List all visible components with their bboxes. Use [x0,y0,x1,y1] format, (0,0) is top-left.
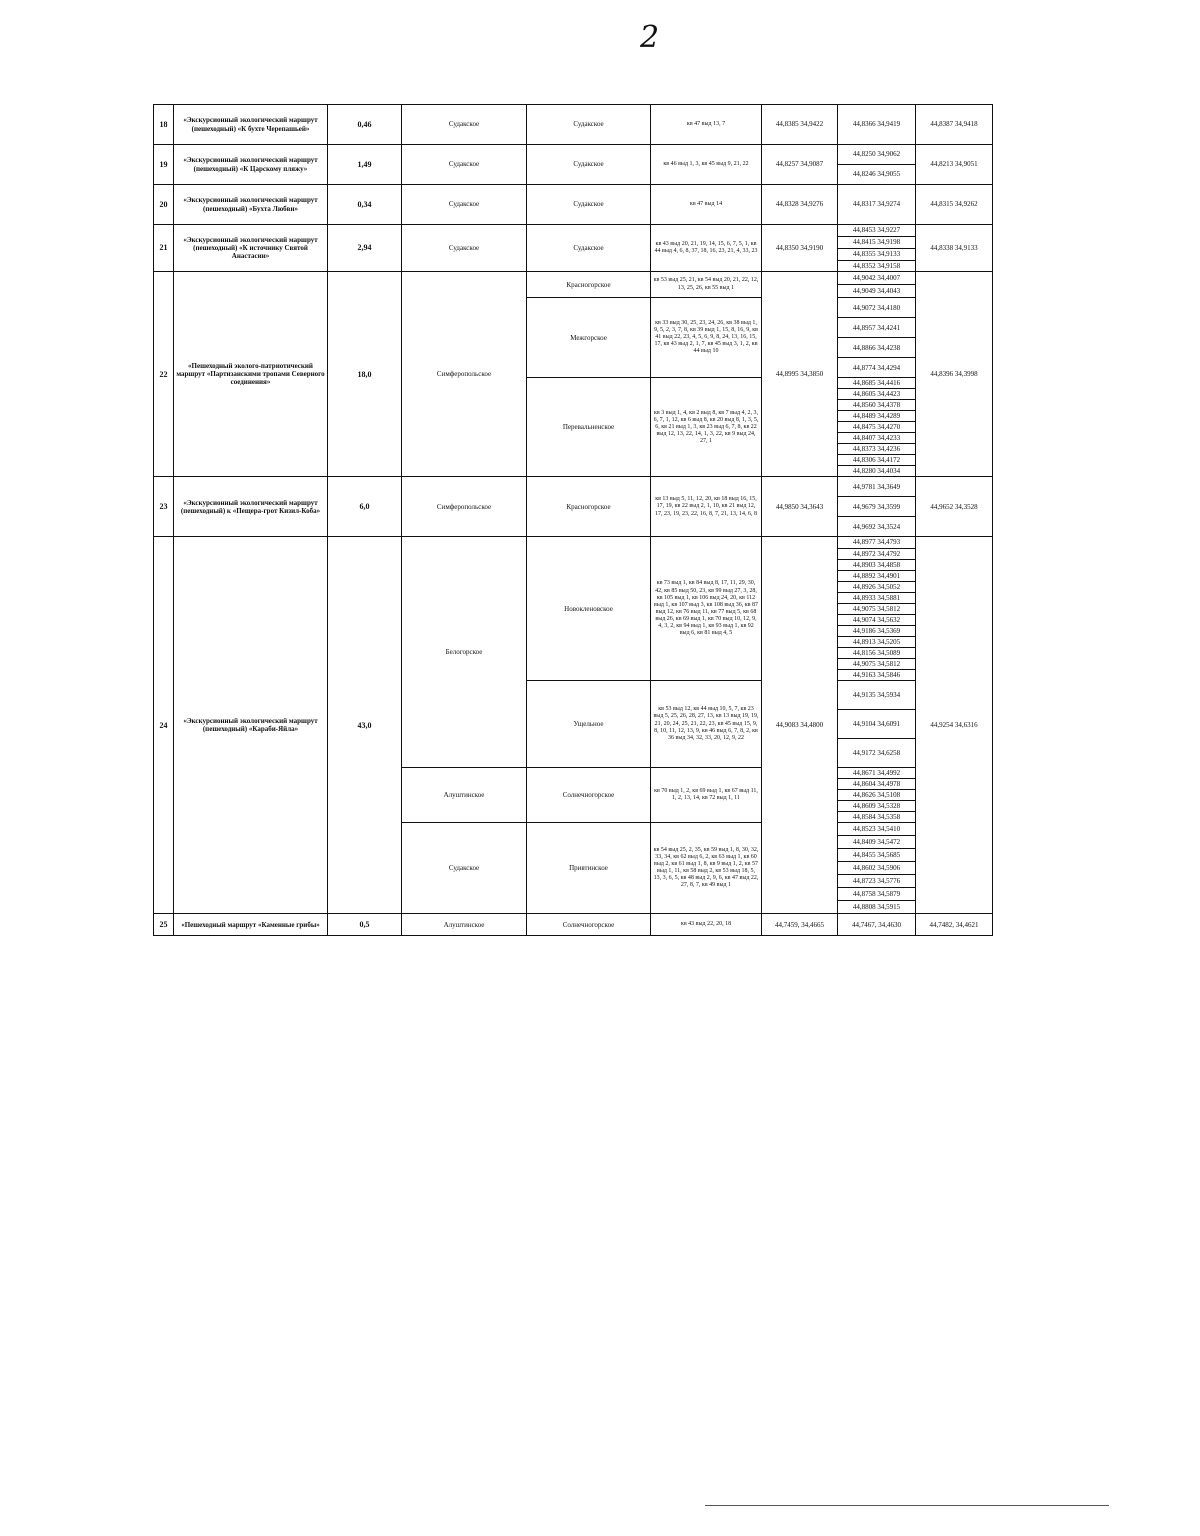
forestry: Красногорское [527,272,651,298]
waypoint-coord: 44,8609 34,5328 [838,801,916,812]
start-coord: 44,8995 34,3850 [762,272,838,477]
waypoint-coord: 44,8156 34,5089 [838,647,916,658]
waypoint-coord: 44,9172 34,6258 [838,739,916,768]
waypoint-coord: 44,8604 34,4978 [838,779,916,790]
forestry: Судакское [527,145,651,185]
table-row [154,185,993,225]
waypoint-coord: 44,8685 34,4416 [838,378,916,389]
route-length: 1,49 [328,145,402,185]
municipality: Судакское [402,105,527,145]
table-row [154,225,993,237]
footer-divider [705,1505,1109,1506]
waypoint-coord: 44,8977 34,4793 [838,537,916,548]
routes-table [153,104,993,936]
route-name: «Экскурсионный экологический маршрут (пешеходный) «К источнику Святой Анастасии» [174,225,328,272]
waypoint-coord: 44,8866 34,4238 [838,338,916,358]
waypoint-coord: 44,7467, 34,4630 [838,914,916,936]
cadastre-units: кв 13 выд 5, 11, 12, 20, кв 18 выд 16, 15, 17, 19, кв 22 выд 2, 1, 10, кв 21 выд 12, 17, 23, 19, 23, 22, 16, 8, 7, 21, 13, 14, 6, 8 [651,477,762,537]
waypoint-coord: 44,8489 34,4289 [838,411,916,422]
cadastre-units: кв 47 выд 14 [651,185,762,225]
waypoint-coord: 44,9074 34,5632 [838,614,916,625]
route-length: 0,46 [328,105,402,145]
waypoint-coord: 44,8605 34,4423 [838,389,916,400]
cadastre-units: кв 73 выд 1, кв 84 выд 8, 17, 11, 29, 30, 42, кв 85 выд 50, 23, кв 99 выд 27, 3, 28, кв 105 выд 1, кв 106 выд 24, 20, кв 112 выд 1, кв 107 выд 3, кв 108 выд 36, кв 87 выд 12, кв 76 выд 11, кв 77 выд 5, кв 68 выд 26, кв 69 выд 1, кв 70 выд 10, 12, 9, 4, 3, 2, кв 94 выд 1, кв 93 выд 1, кв 92 выд 6, кв 81 выд 4, 5 [651,537,762,681]
municipality: Судакское [402,185,527,225]
cadastre-units: кв 53 выд 25, 21, кв 54 выд 20, 21, 22, 12, 13, 25, 26, кв 55 выд 1 [651,272,762,298]
cadastre-units: кв 70 выд 1, 2, кв 69 выд 1, кв 67 выд 11, 1, 2, 13, 14, кв 72 выд 1, 11 [651,768,762,823]
table-row [154,105,993,145]
waypoint-coord: 44,8453 34,9227 [838,225,916,237]
waypoint-coord: 44,9186 34,5369 [838,625,916,636]
route-name: «Пешеходный эколого-патриотический маршрут «Партизанскими тропами Северного соединения» [174,272,328,477]
route-name: «Пешеходный маршрут «Каменные грибы» [174,914,328,936]
waypoint-coord: 44,8317 34,9274 [838,185,916,225]
waypoint-coord: 44,9075 34,5812 [838,603,916,614]
waypoint-coord: 44,8808 34,5915 [838,901,916,914]
waypoint-coord: 44,8774 34,4294 [838,358,916,378]
waypoint-coord: 44,9042 34,4007 [838,272,916,285]
cadastre-units: кв 43 выд 22, 20, 18 [651,914,762,936]
route-length: 6,0 [328,477,402,537]
waypoint-coord: 44,8671 34,4992 [838,768,916,779]
waypoint-coord: 44,8892 34,4901 [838,570,916,581]
municipality: Симферопольское [402,477,527,537]
start-coord: 44,9083 34,4800 [762,537,838,914]
waypoint-coord: 44,9781 34,3649 [838,477,916,497]
start-coord: 44,8385 34,9422 [762,105,838,145]
waypoint-coord: 44,9135 34,5934 [838,681,916,710]
row-number: 25 [154,914,174,936]
waypoint-coord: 44,8560 34,4378 [838,400,916,411]
end-coord: 44,8396 34,3998 [916,272,993,477]
forestry: Судакское [527,105,651,145]
row-number: 24 [154,537,174,914]
row-number: 23 [154,477,174,537]
forestry: Перевальненское [527,378,651,477]
page-number: 2 [640,20,660,55]
end-coord: 44,8315 34,9262 [916,185,993,225]
municipality: Судакское [402,823,527,914]
table-row [154,145,993,165]
end-coord: 44,8213 34,9051 [916,145,993,185]
cadastre-units: кв 43 выд 20, 21, 19, 14, 15, 6, 7, 5, 1, кв 44 выд 4, 6, 8, 37, 18, 16, 23, 21, 4, 33, 23 [651,225,762,272]
forestry: Солнечногорское [527,914,651,936]
municipality: Алуштинское [402,914,527,936]
waypoint-coord: 44,8352 34,9158 [838,261,916,272]
waypoint-coord: 44,8926 34,5052 [838,581,916,592]
route-length: 0,5 [328,914,402,936]
route-name: «Экскурсионный экологический маршрут (пешеходный) «Караби-Яйла» [174,537,328,914]
route-length: 43,0 [328,537,402,914]
waypoint-coord: 44,8913 34,5205 [838,636,916,647]
cadastre-units: кв 33 выд 30, 25, 23, 24, 26, кв 38 выд 1, 9, 5, 2, 3, 7, 8, кв 39 выд 1, 15, 8, 16, 9, кв 41 выд 22, 23, 4, 5, 6, 9, 8, 24, 13, 16, 15, 17, кв 43 выд 2, 1, 7, кв 45 выд 3, 1, 2, кв 44 выд 10 [651,298,762,378]
cadastre-units: кв 53 выд 12, кв 44 выд 10, 5, 7, кв 23 выд 5, 25, 26, 28, 27, 13, кв 13 выд 19, 19, 21, 20, 24, 25, 21, 22, 23, кв 45 выд 15, 9, 8, 10, 11, 12, 13, 9, кв 46 выд 6, 7, 8, 2, кв 36 выд 34, 32, 33, 20, 12, 9, 22 [651,681,762,768]
waypoint-coord: 44,8250 34,9062 [838,145,916,165]
waypoint-coord: 44,8602 34,5906 [838,862,916,875]
route-name: «Экскурсионный экологический маршрут (пешеходный) к «Пещера-грот Кизил-Коба» [174,477,328,537]
start-coord: 44,8350 34,9190 [762,225,838,272]
waypoint-coord: 44,9104 34,6091 [838,710,916,739]
table-row [154,477,993,497]
row-number: 19 [154,145,174,185]
waypoint-coord: 44,8246 34,9055 [838,165,916,185]
cadastre-units: кв 46 выд 1, 3, кв 45 выд 9, 21, 22 [651,145,762,185]
start-coord: 44,7459, 34,4665 [762,914,838,936]
waypoint-coord: 44,8407 34,4233 [838,433,916,444]
end-coord: 44,9254 34,6316 [916,537,993,914]
forestry: Судакское [527,185,651,225]
start-coord: 44,9850 34,3643 [762,477,838,537]
waypoint-coord: 44,8523 34,5410 [838,823,916,836]
waypoint-coord: 44,8366 34,9419 [838,105,916,145]
table-row [154,537,993,548]
waypoint-coord: 44,8626 34,5108 [838,790,916,801]
table-row [154,914,993,936]
municipality: Алуштинское [402,768,527,823]
waypoint-coord: 44,8280 34,4034 [838,466,916,477]
waypoint-coord: 44,9072 34,4180 [838,298,916,318]
route-name: «Экскурсионный экологический маршрут (пешеходный) «Бухта Любви» [174,185,328,225]
forestry: Красногорское [527,477,651,537]
waypoint-coord: 44,9692 34,3524 [838,517,916,537]
end-coord: 44,7482, 34,4621 [916,914,993,936]
municipality: Судакское [402,145,527,185]
forestry: Межгорское [527,298,651,378]
route-name: «Экскурсионный экологический маршрут (пешеходный) «К Царскому пляжу» [174,145,328,185]
waypoint-coord: 44,8355 34,9133 [838,249,916,261]
waypoint-coord: 44,9163 34,5846 [838,670,916,681]
forestry: Привтинское [527,823,651,914]
end-coord: 44,9652 34,3528 [916,477,993,537]
row-number: 22 [154,272,174,477]
waypoint-coord: 44,8933 34,5881 [838,592,916,603]
waypoint-coord: 44,8373 34,4236 [838,444,916,455]
forestry: Новокленовское [527,537,651,681]
row-number: 20 [154,185,174,225]
waypoint-coord: 44,8455 34,5685 [838,849,916,862]
cadastre-units: кв 47 выд 13, 7 [651,105,762,145]
waypoint-coord: 44,8758 34,5879 [838,888,916,901]
waypoint-coord: 44,8903 34,4858 [838,559,916,570]
cadastre-units: кв 54 выд 25, 2, 35, кв 59 выд 1, 8, 30, 32, 33, 34, кв 62 выд 6, 2, кв 63 выд 1, кв 60 выд 2, кв 61 выд 1, 8, кв 9 выд 1, 2, кв 57 выд 1, 11, кв 58 выд 2, кв 53 выд 18, 5, 13, 3, 6, 5, кв 48 выд 2, 9, 6, кв 47 выд 22, 27, 8, 7, кв 49 выд 1 [651,823,762,914]
waypoint-coord: 44,8957 34,4241 [838,318,916,338]
waypoint-coord: 44,8409 34,5472 [838,836,916,849]
cadastre-units: кв 3 выд 1, 4, кв 2 выд 8, кв 7 выд 4, 2, 3, 6, 7, 1, 12, кв 6 выд 8, кв 20 выд 8, 1, 3, 5, 6, кв 21 выд 1, 3, кв 23 выд 6, 7, 8, кв 22 выд 12, 13, 22, 14, 1, 3, 22, кв 9 выд 24, 27, 1 [651,378,762,477]
start-coord: 44,8328 34,9276 [762,185,838,225]
waypoint-coord: 44,9075 34,5812 [838,658,916,669]
route-length: 18,0 [328,272,402,477]
start-coord: 44,8257 34,9087 [762,145,838,185]
waypoint-coord: 44,8415 34,9198 [838,237,916,249]
route-name: «Экскурсионный экологический маршрут (пешеходный) «К бухте Черепашьей» [174,105,328,145]
forestry: Ущельное [527,681,651,768]
end-coord: 44,8338 34,9133 [916,225,993,272]
waypoint-coord: 44,8723 34,5776 [838,875,916,888]
table-row [154,272,993,285]
waypoint-coord: 44,9049 34,4043 [838,285,916,298]
end-coord: 44,8387 34,9418 [916,105,993,145]
route-length: 0,34 [328,185,402,225]
forestry: Солнечногорское [527,768,651,823]
municipality: Белогорское [402,537,527,768]
waypoint-coord: 44,8584 34,5358 [838,812,916,823]
waypoint-coord: 44,8306 34,4172 [838,455,916,466]
municipality: Судакское [402,225,527,272]
forestry: Судакское [527,225,651,272]
waypoint-coord: 44,9679 34,3599 [838,497,916,517]
waypoint-coord: 44,8475 34,4270 [838,422,916,433]
waypoint-coord: 44,8972 34,4792 [838,548,916,559]
row-number: 21 [154,225,174,272]
row-number: 18 [154,105,174,145]
municipality: Симферопольское [402,272,527,477]
route-length: 2,94 [328,225,402,272]
